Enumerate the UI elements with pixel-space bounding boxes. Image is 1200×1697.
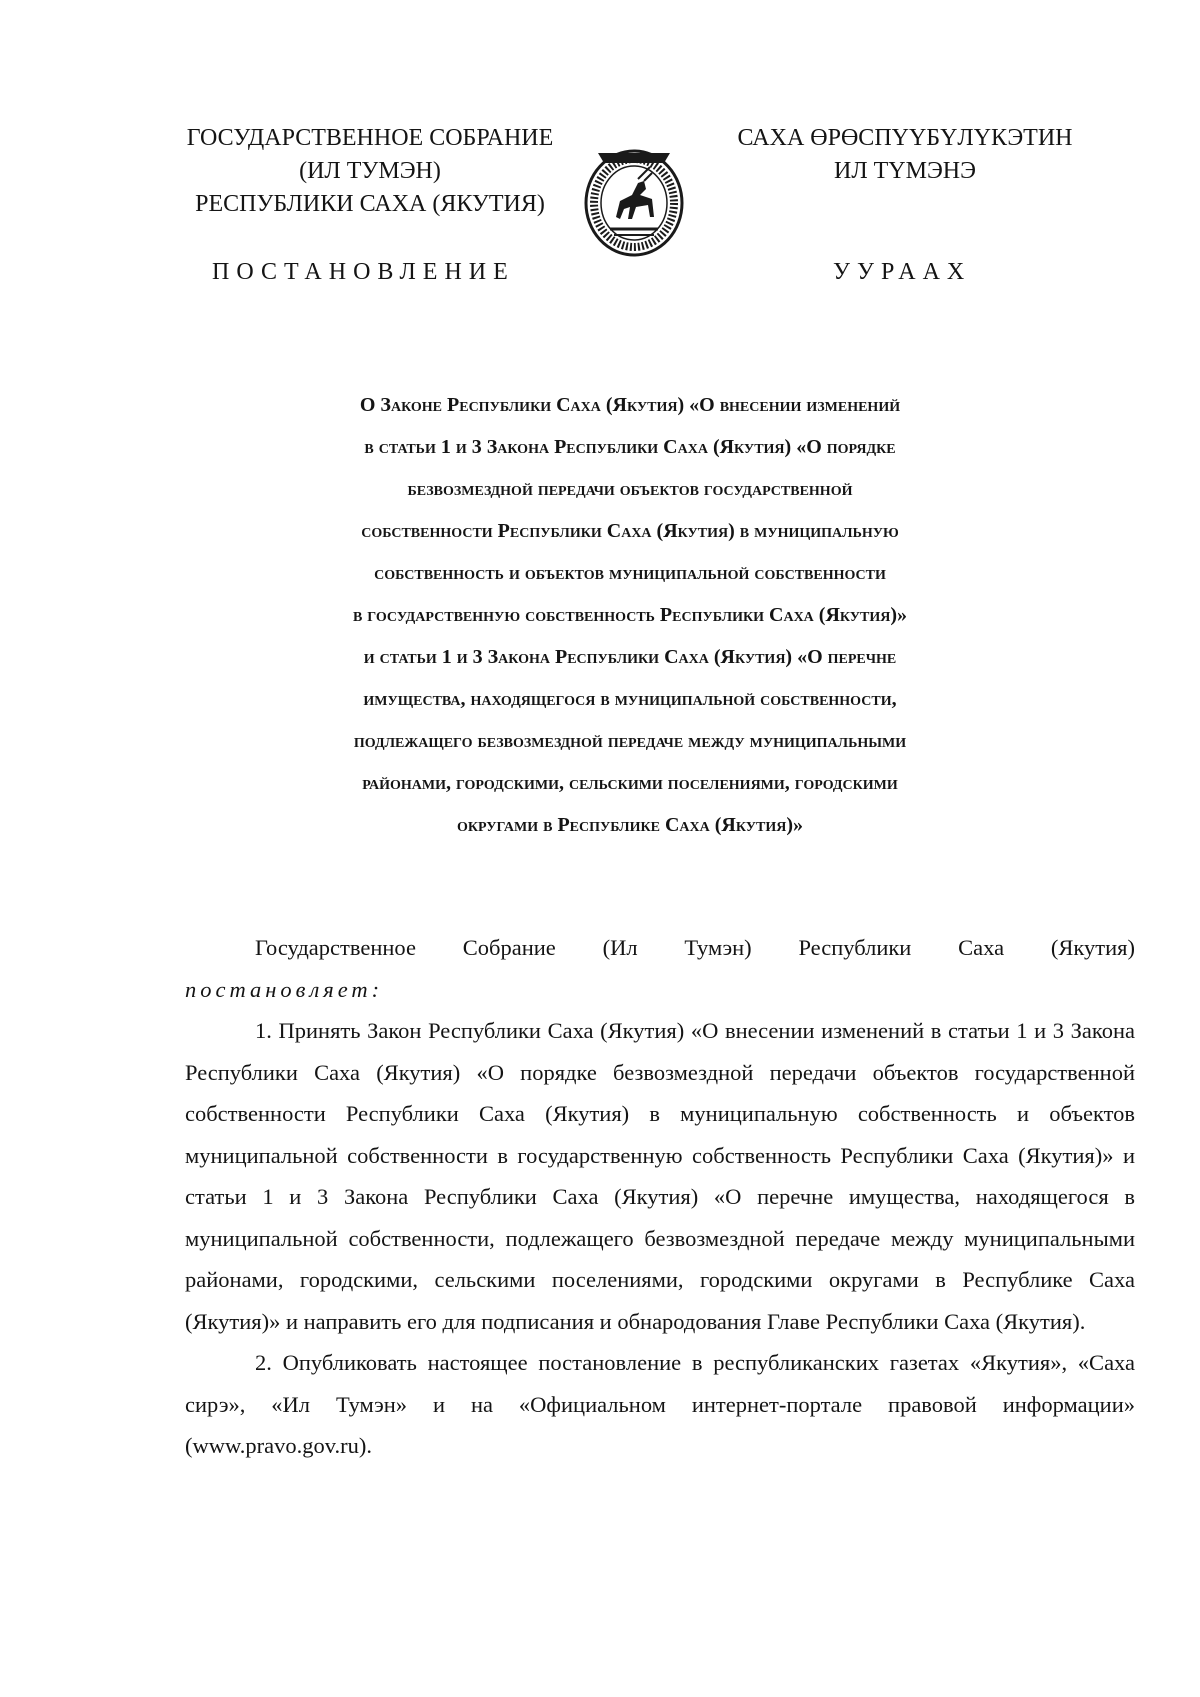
issuer-line: РЕСПУБЛИКИ САХА (ЯКУТИЯ) (195, 191, 545, 217)
title-line: О Законе Республики Саха (Якутия) «О внесении изменений (359, 394, 901, 416)
title-line: в государственную собственность Республики Саха (Якутия)» (352, 604, 908, 626)
issuer-line: САХА ӨРӨСПҮҮБҮЛҮКЭТИН (737, 125, 1073, 151)
coat-of-arms-emblem-icon (580, 143, 688, 261)
title-line: районами, городскими, сельскими поселениями, городскими (362, 772, 898, 794)
title-line: округами в Республике Саха (Якутия)» (456, 814, 804, 836)
document-type-russian: ПОСТАНОВЛЕНИЕ (212, 259, 515, 285)
title-line: в статьи 1 и 3 Закона Республики Саха (Якутия) «О порядке (364, 436, 896, 458)
issuer-line: ГОСУДАРСТВЕННОЕ СОБРАНИЕ (186, 125, 554, 151)
issuer-line: (ИЛ ТУМЭН) (299, 158, 441, 184)
title-line: собственность и объектов муниципальной собственности (374, 562, 886, 584)
title-line: и статьи 1 и 3 Закона Республики Саха (Якутия) «О перечне (363, 646, 897, 668)
document-title (250, 384, 1010, 846)
issuer-block-russian (150, 122, 590, 221)
document-type-yakut: УУРААХ (833, 259, 972, 285)
decrees-word-text: постановляет: (185, 976, 384, 1002)
document-body (185, 927, 1135, 1467)
title-line: имущества, находящегося в муниципальной собственности, (363, 688, 897, 710)
issuer-block-yakut (705, 122, 1105, 188)
decree-item-1: 1. Принять Закон Республики Саха (Якутия) «О внесении изменений в статьи 1 и 3 Закона Республики Саха (Якутия) «О порядке безвозмездной передачи объектов государственной собственности Республики Саха (Якутия) в муниципальную собственность и объектов муниципальной собственности в государственную собственность Республики Саха (Якутия)» и статьи 1 и 3 Закона Республики Саха (Якутия) «О перечне имущества, находящегося в муниципальной собственности, подлежащего безвозмездной передаче между муниципальными районами, городскими, сельскими поселениями, городскими округами в Республике Саха (Якутия)» и направить его для подписания и обнародования Главе Республики Саха (Якутия). (185, 1018, 1135, 1334)
title-line: безвозмездной передачи объектов государственной (407, 478, 853, 500)
decree-item-2: 2. Опубликовать настоящее постановление в республиканских газетах «Якутия», «Саха сирэ», «Ил Тумэн» и на «Официальном интернет-портале правовой информации» (www.pravo.gov.ru). (185, 1350, 1135, 1458)
decrees-word (185, 969, 1135, 1011)
title-line: подлежащего безвозмездной передаче между муниципальными (353, 730, 907, 752)
issuer-line: ИЛ ТҮМЭНЭ (834, 158, 976, 184)
preamble-paragraph: Государственное Собрание (Ил Тумэн) Республики Саха (Якутия) (255, 935, 1135, 960)
title-line: собственности Республики Саха (Якутия) в муниципальную (361, 520, 899, 542)
